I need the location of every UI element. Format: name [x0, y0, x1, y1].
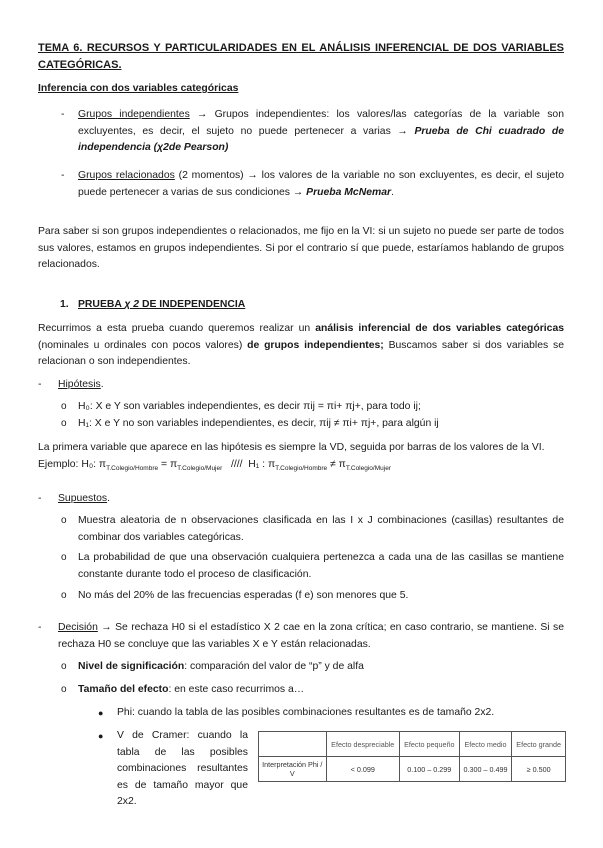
text-relacionados: (2 momentos) → los valores de la variable no son excluyentes, es decir, el sujeto puede pertenecer a varias de sus condiciones →: [78, 170, 564, 198]
section-title-b: DE INDEPENDENCIA: [139, 299, 246, 310]
hipotesis-heading: [58, 377, 104, 394]
term-relacionados: Grupos relacionados: [78, 170, 175, 181]
circle-bullet: o: [61, 515, 67, 526]
table-cell: ≥ 0.500: [512, 757, 566, 782]
ex-sub3: T.Colegio/Hombre: [275, 465, 328, 473]
document-title: TEMA 6. RECURSOS Y PARTICULARIDADES EN EL ANÁLISIS INFERENCIAL DE DOS VARIABLES CATEGÓRICAS.: [38, 42, 564, 71]
tamano-text: : en este caso recurrimos a…: [168, 684, 305, 695]
table-row: [259, 757, 566, 782]
decision-paragraph: [58, 620, 564, 653]
mcnemar-test-name: Prueba McNemar: [306, 186, 392, 198]
supuesto-item: Muestra aleatoria de n observaciones clasificada en las I x J combinaciones (casillas) resultantes de combinar dos variables categóricas.: [78, 515, 564, 543]
bullet-independientes: [78, 107, 564, 157]
ex-sub4: T.Colegio/Mujer: [345, 465, 391, 473]
dash-bullet: -: [61, 109, 65, 120]
p-a: Recurrimos a esta prueba cuando queremos realizar un: [38, 323, 316, 334]
supuesto-item: No más del 20% de las frecuencias esperadas (f e) son menores que 5.: [78, 590, 409, 601]
supuestos-dot: .: [107, 493, 110, 504]
decision-text: → Se rechaza H0 si el estadístico X 2 cae en la zona crítica; en caso contrario, se mantiene. Si se rechaza H0 se concluye que las variables X e Y están relacionadas.: [58, 622, 564, 650]
p-c: (nominales u ordinales con pocos valores): [38, 339, 248, 351]
circle-bullet: o: [61, 552, 67, 563]
nivel-label: Nivel de significación: [78, 661, 185, 672]
nivel-text: : comparación del valor de “p” y de alfa: [184, 661, 364, 672]
section-number: 1.: [60, 299, 69, 310]
dash-bullet: -: [38, 379, 42, 390]
table-header-cell: [259, 732, 327, 757]
table-header-cell: Efecto grande: [512, 732, 566, 757]
ex-b: = π: [158, 459, 178, 470]
hipotesis-example: [38, 457, 568, 474]
ex-a: Ejemplo: H₀: π: [38, 459, 107, 470]
circle-bullet: o: [61, 401, 67, 412]
phi-item: Phi: cuando la tabla de las posibles combinaciones resultantes es de tamaño 2x2.: [117, 707, 495, 718]
dash-bullet: -: [61, 170, 65, 181]
effect-size-table: [258, 731, 566, 782]
tamano-efecto: [78, 682, 304, 699]
table-cell: < 0.099: [326, 757, 399, 782]
dash-bullet: -: [38, 493, 42, 504]
chi-test-name: Prueba de Chi cuadrado de independencia (χ2de Pearson): [78, 125, 565, 153]
term-independientes: Grupos independientes: [78, 109, 190, 120]
section-title-a: PRUEBA: [78, 299, 125, 310]
dot-bullet: ●: [98, 708, 104, 718]
hipotesis-label: Hipótesis: [58, 379, 101, 390]
bullet-relacionados: [78, 168, 564, 201]
circle-bullet: o: [61, 684, 67, 695]
text-independientes: → Grupos independientes: los valores/las categorías de la variable son excluyentes, es decir, el sujeto no puede pertenecer a varias →: [78, 109, 564, 137]
ex-sub1: T.Colegio/Hombre: [106, 465, 159, 473]
hypothesis-h1: H₁: X e Y no son variables independientes, es decir, πij ≠ πi+ πj+, para algún ij: [78, 418, 439, 429]
cramer-item: V de Cramer: cuando la tabla de las posibles combinaciones resultantes es de tamaño mayor que 2x2.: [117, 730, 248, 807]
table-header-cell: Efecto pequeño: [399, 732, 459, 757]
supuestos-heading: [58, 491, 110, 508]
dash-bullet: -: [38, 622, 42, 633]
circle-bullet: o: [61, 418, 67, 429]
hypothesis-h0: H₀: X e Y son variables independientes, es decir πij = πi+ πj+, para todo ij;: [78, 401, 421, 412]
table-cell: 0.300 – 0.499: [459, 757, 512, 782]
table-row: [259, 732, 566, 757]
ex-c: //// H₁ : π: [222, 459, 276, 470]
tamano-label: Tamaño del efecto: [78, 684, 169, 695]
table-row-label: Interpretación Phi / V: [259, 757, 327, 782]
decision-label: Decisión: [58, 622, 98, 633]
hipotesis-note: La primera variable que aparece en las hipótesis es siempre la VD, seguida por barras de los valores de la VI.: [38, 442, 545, 453]
dot-bullet: ●: [98, 731, 104, 741]
supuestos-label: Supuestos: [58, 493, 108, 504]
supuesto-item: La probabilidad de que una observación cualquiera pertenezca a cada una de las casillas se mantiene constante durante todo el proceso de clasificación.: [78, 552, 564, 580]
table-header-cell: Efecto despreciable: [326, 732, 399, 757]
p-d: de grupos independientes;: [247, 339, 384, 351]
nivel-significacion: [78, 659, 364, 676]
ex-sub2: T.Colegio/Mujer: [177, 465, 223, 473]
hipotesis-dot: .: [100, 379, 104, 390]
chi-symbol: χ 2: [124, 299, 140, 310]
section-title: [78, 297, 245, 314]
ex-d: ≠ π: [327, 459, 346, 470]
circle-bullet: o: [61, 590, 67, 601]
paragraph-grupos: Para saber si son grupos independientes o relacionados, me fijo en la VI: si un sujeto no puede ser parte de todos sus valores, estamos en grupos independientes. Si por el contrario sí que puede, estaríamos hablando de grupos relacionados.: [38, 226, 564, 270]
section-paragraph: [38, 321, 564, 371]
end-dot: .: [391, 186, 394, 198]
table-cell: 0.100 – 0.299: [399, 757, 459, 782]
circle-bullet: o: [61, 661, 67, 672]
table-header-cell: Efecto medio: [459, 732, 512, 757]
p-b: análisis inferencial de dos variables categóricas: [315, 323, 565, 334]
intro-heading: Inferencia con dos variables categóricas: [38, 83, 239, 94]
p-e: Buscamos saber si dos variables se relacionan o son independientes.: [38, 339, 565, 367]
